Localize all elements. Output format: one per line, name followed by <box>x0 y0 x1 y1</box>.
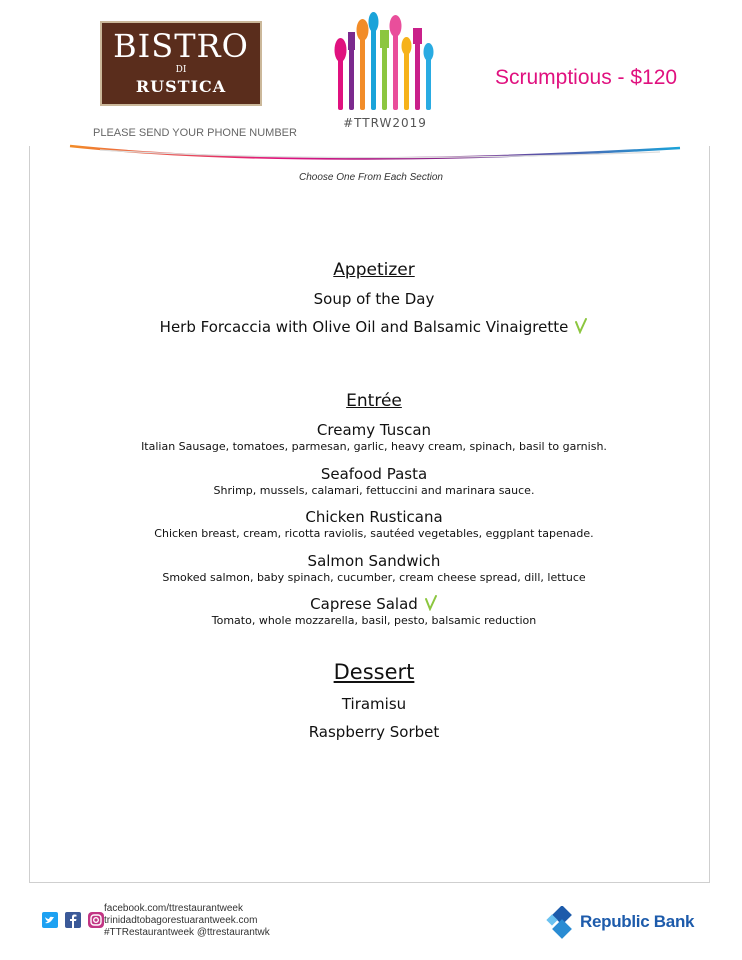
entree-item-name: Chicken Rusticana <box>305 508 443 526</box>
logo-line-3: RUSTICA <box>135 77 227 96</box>
entree-item-name: Creamy Tuscan <box>316 421 432 439</box>
entree-item-veg <box>29 595 719 613</box>
logo-line-1: BISTRO <box>113 27 249 65</box>
event-tag: #TTRW2019 <box>343 116 427 130</box>
twitter-icon[interactable] <box>42 912 58 928</box>
sponsor-name: Republic Bank <box>580 912 695 931</box>
entree-item-desc: Chicken breast, cream, ricotta raviolis, sautéed vegetables, eggplant tapenade. <box>154 527 594 540</box>
entree-item-name: Caprese Salad <box>310 595 418 613</box>
dessert-item: Tiramisu <box>341 695 407 713</box>
dessert-heading: Dessert <box>333 660 415 684</box>
entree-item-name: Seafood Pasta <box>320 465 428 483</box>
instagram-icon[interactable] <box>88 912 104 928</box>
cutlery-icon <box>335 12 434 110</box>
entree-heading: Entrée <box>346 391 402 411</box>
appetizer-heading: Appetizer <box>333 260 415 280</box>
appetizer-item-label: Herb Forcaccia with Olive Oil and Balsamic Vinaigrette <box>159 318 569 336</box>
republic-bank-logo-icon <box>545 906 579 940</box>
facebook-link[interactable]: facebook.com/ttrestaurantweek <box>104 903 243 914</box>
social-icons <box>42 912 106 930</box>
vegetarian-icon <box>574 318 588 334</box>
entree-item-desc: Italian Sausage, tomatoes, parmesan, garlic, heavy cream, spinach, basil to garnish. <box>141 440 607 453</box>
logo-line-2: DI <box>175 65 187 75</box>
appetizer-item: Soup of the Day <box>313 290 435 308</box>
entree-item-name: Salmon Sandwich <box>307 552 441 570</box>
ttrw-logo <box>330 8 440 133</box>
dessert-item: Raspberry Sorbet <box>308 723 440 741</box>
entree-item-desc: Shrimp, mussels, calamari, fettuccini and marinara sauce. <box>213 484 535 497</box>
price-tagline: Scrumptious - $120 <box>495 66 678 89</box>
entree-item-desc: Smoked salmon, baby spinach, cucumber, cream cheese spread, dill, lettuce <box>162 571 586 584</box>
facebook-icon[interactable] <box>65 912 81 928</box>
entree-item-desc: Tomato, whole mozzarella, basil, pesto, balsamic reduction <box>211 614 537 627</box>
bistro-logo <box>100 21 262 106</box>
footer-links <box>104 903 270 939</box>
vegetarian-icon <box>424 595 438 611</box>
phone-note: PLEASE SEND YOUR PHONE NUMBER <box>93 127 297 139</box>
website-link[interactable]: trinidadtobagorestuarantweek.com <box>104 915 258 926</box>
appetizer-item-veg <box>29 318 719 336</box>
menu-instruction: Choose One From Each Section <box>299 172 443 183</box>
hashtag-text: #TTRestaurantweek @ttrestaurantwk <box>104 927 270 938</box>
